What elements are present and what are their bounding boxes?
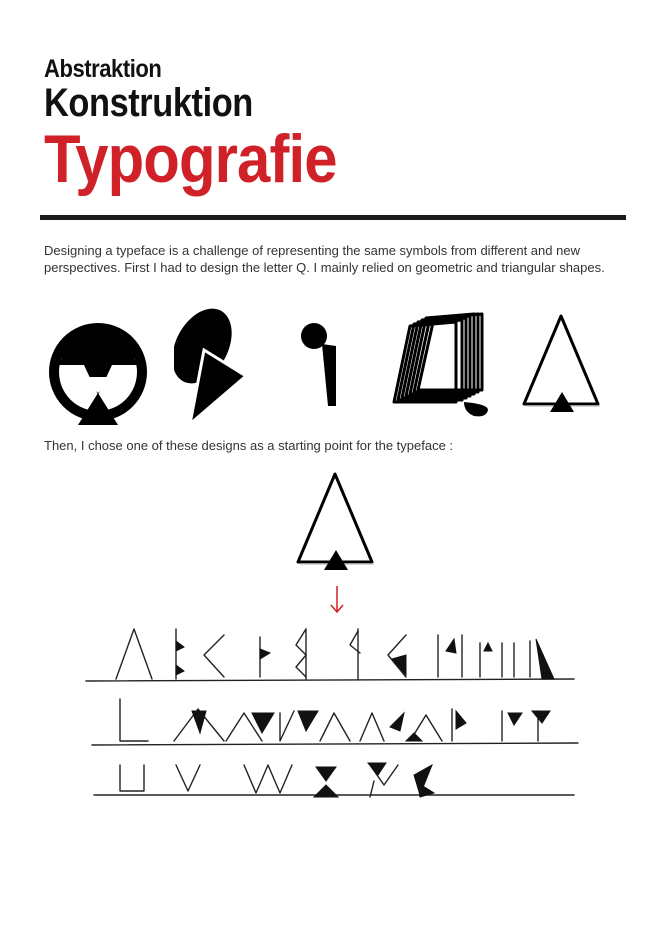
- arrow-down-icon: [329, 585, 345, 615]
- alphabet-sketch: [84, 615, 584, 810]
- title-abstraktion: Abstraktion: [44, 55, 162, 83]
- stacked-q-glyph: [390, 312, 496, 418]
- title-block: [44, 55, 377, 197]
- triangle-q-glyph: [520, 312, 604, 418]
- chosen-triangle-glyph: [294, 470, 378, 576]
- header-rule: [40, 215, 626, 220]
- circle-q-glyph: [48, 315, 152, 425]
- bolt-q-glyph: [174, 308, 248, 426]
- title-typografie: Typografie: [44, 121, 337, 197]
- then-paragraph: Then, I chose one of these designs as a starting point for the typeface :: [44, 438, 454, 453]
- title-konstruktion: Konstruktion: [44, 81, 253, 125]
- intro-paragraph: Designing a typeface is a challenge of representing the same symbols from different and new perspectives. First I had to design the letter Q. I mainly relied on geometric and triangular shapes.: [44, 243, 605, 275]
- comma-q-glyph: [300, 322, 340, 408]
